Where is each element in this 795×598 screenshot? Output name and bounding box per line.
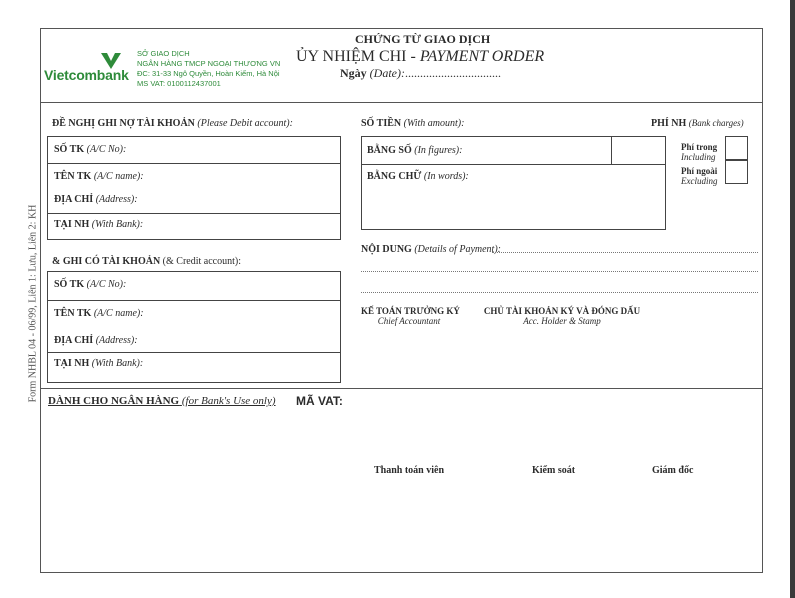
debit-heading-vi: ĐỀ NGHỊ GHI NỢ TÀI KHOẢN [52, 118, 195, 129]
amount-figures-label: BẰNG SỐ [367, 145, 412, 156]
content-line-3[interactable] [361, 292, 758, 293]
debit-heading [52, 118, 293, 129]
credit-divider-1 [48, 300, 340, 301]
fees-heading-en: (Bank charges) [688, 118, 744, 128]
amount-words-label-en: (In words): [423, 171, 469, 182]
credit-bank-label: TẠI NH [54, 358, 90, 369]
amount-box [361, 136, 666, 230]
date-label-en: (Date): [369, 66, 405, 80]
debit-acno-field[interactable] [54, 144, 126, 155]
amount-figures-field[interactable] [362, 137, 612, 165]
fee-excluding-label: Phí ngoài [681, 166, 718, 176]
bank-info-line1: SỞ GIAO DỊCH [137, 49, 190, 58]
control-signature-label: Kiểm soát [532, 465, 576, 476]
credit-heading [52, 256, 241, 267]
credit-address-label-en: (Address): [95, 335, 138, 346]
date-label: Ngày [340, 66, 367, 80]
amount-heading-en: (With amount): [403, 118, 465, 129]
amount-figures-extra[interactable] [612, 137, 665, 165]
debit-acno-label-en: (A/C No): [86, 144, 127, 155]
amount-heading [361, 118, 464, 129]
credit-acno-field[interactable] [54, 279, 126, 290]
fee-excluding [681, 166, 718, 186]
content-line-2[interactable] [361, 271, 758, 272]
acc-holder-label: CHỦ TÀI KHOẢN KÝ VÀ ĐÓNG DẤU [483, 306, 641, 316]
credit-acname-label: TÊN TK [54, 308, 92, 319]
doc-title-vi: ỦY NHIỆM CHI - [296, 48, 416, 65]
doc-title-en: PAYMENT ORDER [419, 48, 545, 65]
page-edge [790, 0, 795, 598]
amount-words-field[interactable] [367, 171, 469, 182]
content-label-vi: NỘI DUNG [361, 244, 412, 255]
acc-holder-signature [482, 306, 642, 326]
credit-account-box [47, 271, 341, 383]
doc-type: CHỨNG TỪ GIAO DỊCH [355, 32, 491, 46]
header-divider [40, 102, 763, 103]
credit-bank-field[interactable] [54, 358, 143, 369]
fees-heading-vi: PHÍ NH [651, 118, 687, 129]
debit-address-field[interactable] [54, 194, 138, 205]
credit-divider-2 [48, 352, 340, 353]
date-line [340, 66, 501, 81]
credit-acname-label-en: (A/C name): [93, 308, 144, 319]
debit-bank-label-en: (With Bank): [91, 219, 144, 230]
content-label-en: (Details of Payment): [414, 244, 501, 255]
debit-heading-en: (Please Debit account): [197, 118, 293, 129]
credit-heading-vi: & GHI CÓ TÀI KHOẢN [52, 256, 161, 267]
debit-divider-2 [48, 213, 340, 214]
chief-accountant-signature [361, 306, 460, 326]
fee-excluding-label-en: Excluding [681, 176, 718, 186]
fee-excluding-checkbox[interactable] [725, 160, 748, 184]
date-dots[interactable]: ................................ [405, 66, 501, 80]
bank-use-divider [40, 388, 763, 389]
debit-acname-label-en: (A/C name): [93, 171, 144, 182]
debit-bank-field[interactable] [54, 219, 143, 230]
credit-heading-en: (& Credit account): [162, 256, 241, 267]
credit-acno-label-en: (A/C No): [86, 279, 127, 290]
bank-info-line2: NGÂN HÀNG TMCP NGOẠI THƯƠNG VN [137, 59, 281, 68]
fee-including-checkbox[interactable] [725, 136, 748, 160]
form-code-side: Form NHBL 04 - 06/99, Liên 1: Lưu, Liên 2: KH [27, 204, 39, 403]
bank-use-label-en: (for Bank's Use only) [181, 395, 276, 407]
acc-holder-label-en: Acc. Holder & Stamp [523, 316, 601, 326]
debit-account-box [47, 136, 341, 240]
content-line-1[interactable] [492, 252, 758, 253]
credit-acname-field[interactable] [54, 308, 144, 319]
chief-accountant-label-en: Chief Accountant [377, 316, 441, 326]
amount-heading-vi: SỐ TIỀN [361, 118, 402, 129]
bank-info [137, 49, 280, 89]
doc-title [296, 48, 544, 66]
amount-words-label: BẰNG CHỮ [367, 171, 422, 182]
content-label [361, 244, 501, 255]
fee-including [681, 142, 717, 162]
vat-code-label: MÃ VAT: [296, 394, 343, 408]
debit-address-label-en: (Address): [95, 194, 138, 205]
credit-bank-label-en: (With Bank): [91, 358, 144, 369]
credit-address-field[interactable] [54, 335, 138, 346]
credit-address-label: ĐỊA CHỈ [54, 335, 94, 346]
debit-acname-field[interactable] [54, 171, 144, 182]
credit-acno-label: SỐ TK [54, 279, 85, 290]
director-signature-label: Giám đốc [652, 465, 694, 476]
chief-accountant-label: KẾ TOÁN TRƯỞNG KÝ [361, 306, 460, 316]
debit-bank-label: TẠI NH [54, 219, 90, 230]
bank-name: Vietcombank [44, 67, 129, 83]
bank-info-line3: ĐC: 31-33 Ngô Quyền, Hoàn Kiếm, Hà Nội [137, 69, 280, 78]
debit-address-label: ĐỊA CHỈ [54, 194, 94, 205]
fee-including-label-en: Including [681, 152, 716, 162]
bank-use-label-vi: DÀNH CHO NGÂN HÀNG [48, 395, 180, 407]
debit-divider-1 [48, 163, 340, 164]
teller-signature-label: Thanh toán viên [374, 465, 445, 476]
bank-info-line4: MS VAT: 0100112437001 [137, 79, 221, 88]
bank-use-label [48, 395, 276, 407]
fees-heading [651, 118, 744, 129]
debit-acname-label: TÊN TK [54, 171, 92, 182]
fee-including-label: Phí trong [681, 142, 718, 152]
debit-acno-label: SỐ TK [54, 144, 85, 155]
amount-figures-label-en: (In figures): [414, 145, 463, 156]
